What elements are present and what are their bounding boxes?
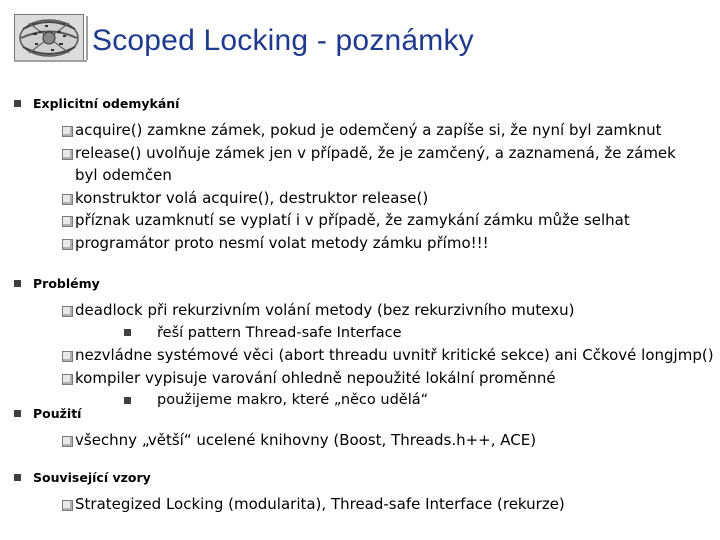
square-bullet-icon [14,474,21,481]
list-item-text: příznak uzamknutí se vyplatí i v případě, že zamykání zámku může selhat [75,211,630,229]
logo [14,14,84,62]
list-item-text: kompiler vypisuje varování ohledně nepoužité lokální proměnné [75,368,556,387]
checkbox-bullet-icon [62,374,73,385]
sub-list-item-text: použijeme makro, které „něco udělá“ [157,392,429,408]
section-usage [14,406,715,452]
item-list [14,429,715,452]
square-bullet-icon [14,410,21,417]
section-heading-label: Použití [33,406,82,421]
list-item-text: deadlock při rekurzivním volání metody (bez rekurzivního mutexu) [75,301,575,319]
list-item [62,429,715,452]
list-item [62,232,715,255]
list-item [62,209,715,232]
list-item [62,493,715,516]
section-heading-label: Problémy [33,276,100,291]
title-underline [14,60,87,62]
item-list [14,493,715,516]
section-related-patterns [14,470,715,516]
section-heading-label: Související vzory [33,470,151,485]
square-bullet-icon [14,280,21,287]
square-bullet-icon [124,397,131,404]
section-heading [14,470,715,485]
checkbox-bullet-icon [62,149,73,160]
section-heading [14,276,715,291]
checkbox-bullet-icon [62,306,73,317]
list-item-text: všechny „větší“ ucelené knihovny (Boost, Threads.h++, ACE) [75,431,537,449]
logo-divider [86,16,88,60]
list-item [62,187,715,210]
list-item [62,299,715,322]
list-item [62,142,715,187]
checkbox-bullet-icon [62,436,73,447]
square-bullet-icon [14,100,21,107]
list-item [62,367,715,390]
section-heading [14,406,715,421]
slide-title: Scoped Locking - poznámky [92,24,474,57]
checkbox-bullet-icon [62,500,73,511]
sub-list-item-text: řeší pattern Thread-safe Interface [157,324,402,341]
section-heading [14,96,715,111]
list-item [62,344,715,367]
square-bullet-icon [124,329,131,336]
list-item-text: nezvládne systémové věci (abort threadu uvnitř kritické sekce) ani Cčkové longjmp() [75,346,714,364]
checkbox-bullet-icon [62,239,73,250]
item-list [14,299,715,412]
checkbox-bullet-icon [62,126,73,137]
section-explicit-unlocking [14,96,715,254]
section-heading-label: Explicitní odemykání [33,96,180,111]
list-item-text: konstruktor volá acquire(), destruktor release() [75,188,429,207]
checkbox-bullet-icon [62,194,73,205]
section-problems [14,276,715,412]
list-item-text: programátor proto nesmí volat metody zámku přímo!!! [75,233,489,252]
checkbox-bullet-icon [62,216,73,227]
item-list [14,119,715,254]
sub-list-item [124,322,715,345]
list-item-text: release() uvolňuje zámek jen v případě, že je zamčený, a zaznamená, že zámek byl odemčen [75,143,676,184]
checkbox-bullet-icon [62,351,73,362]
list-item [62,119,715,142]
list-item-text: Strategized Locking (modularita), Thread-safe Interface (rekurze) [75,495,565,513]
logo-graphic [15,15,83,61]
list-item-text: acquire() zamkne zámek, pokud je odemčený a zapíše si, že nyní byl zamknut [75,121,662,139]
